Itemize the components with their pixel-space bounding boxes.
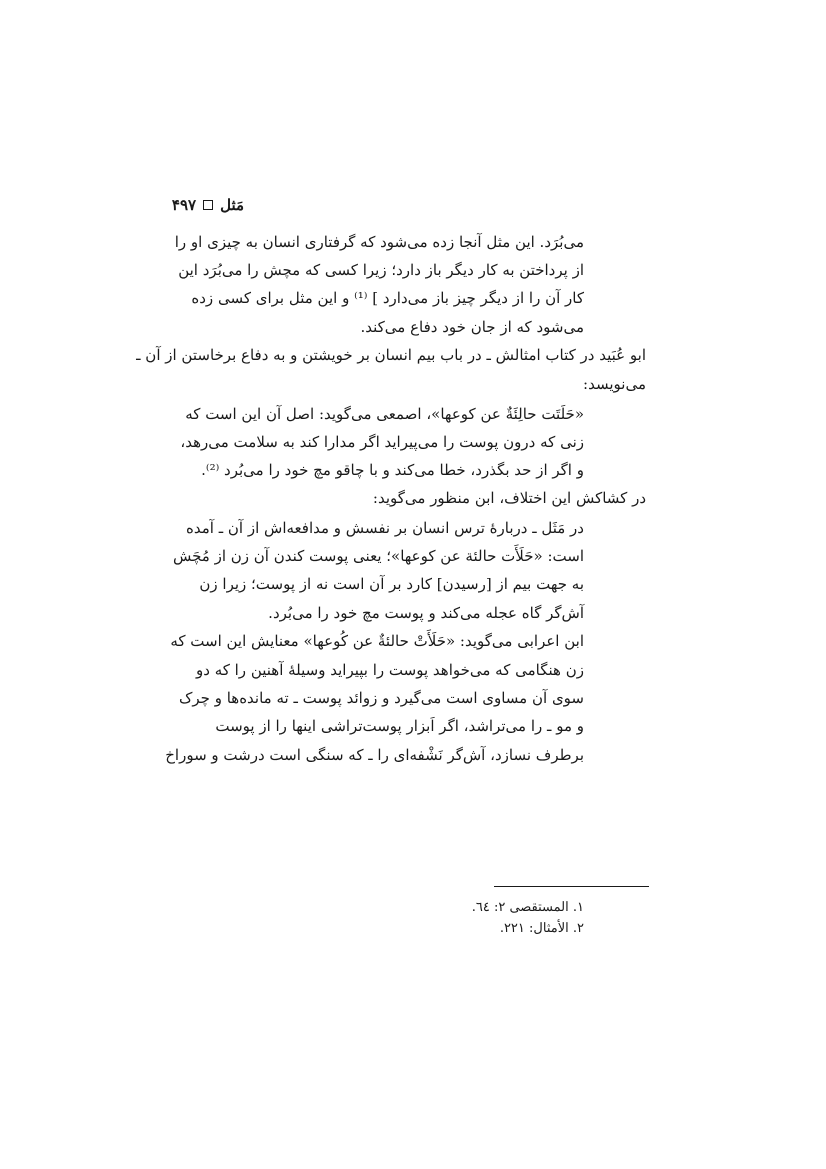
footnote-separator <box>494 886 649 887</box>
quote-line: است: «حَلَأَت حالئة عن کوعها»؛ یعنی پوست کندن آن زن از مُچَش <box>172 547 584 565</box>
body-line: ابو عُبَید در کتاب امثالش ـ در باب بیم انسان بر خویشتن و به دفاع برخاستن از آن ـ <box>136 346 646 364</box>
footnote-2: ٢. الأمثال: ٢٢١. <box>499 921 584 936</box>
running-header <box>172 196 244 214</box>
square-ornament-icon <box>203 200 213 210</box>
page-number: ۴۹۷ <box>171 196 197 214</box>
body-line: کار آن را از دیگر چیز باز می‌دارد ] ⁽¹⁾ و این مثل برای کسی زده <box>191 289 584 307</box>
quote-line: زنی که درون پوست را می‌پیراید اگر مدارا کند به سلامت می‌رهد، <box>180 433 584 451</box>
quote-line: و اگر از حد بگذرد، خطا می‌کند و با چاقو مچ خود را می‌بُرد ⁽²⁾. <box>201 461 584 479</box>
body-line: می‌شود که از جان خود دفاع می‌کند. <box>360 318 584 336</box>
quote-line: در مَثَل ـ دربارهٔ ترس انسان بر نفسش و مدافعه‌اش از آن ـ آمده <box>186 519 584 537</box>
quote-line: «حَلَتَت حالِئَةٌ عن کوعها»، اصمعی می‌گوید: اصل آن این است که <box>185 405 584 423</box>
quote-line: به جهت بیم از [رسیدن] کارد بر آن است نه از پوست؛ زیرا زن <box>199 575 584 593</box>
quote-line: برطرف نسازد، آش‌گر نَشْفه‌ای را ـ که سنگی است درشت و سوراخ <box>165 746 584 764</box>
quote-line: زن هنگامی که می‌خواهد پوست را بپیراید وسیلهٔ آهنین را که دو <box>196 661 584 679</box>
body-line: می‌نویسد: <box>583 375 646 393</box>
quote-line: سوی آن مساوی است می‌گیرد و زوائد پوست ـ ته مانده‌ها و چرک <box>178 689 584 707</box>
header-title: مَثل <box>220 196 244 214</box>
quote-line: و مو ـ را می‌تراشد، اگر اَبزار پوست‌تراشی اینها را از پوست <box>215 717 584 735</box>
footnote-1: ١. المستقصی ٢: ٦٤. <box>471 900 584 915</box>
body-line: از پرداختن به کار دیگر باز دارد؛ زیرا کسی که مچش را می‌بُرَد این <box>178 261 584 279</box>
body-line: در کشاکش این اختلاف، ابن منظور می‌گوید: <box>372 489 646 507</box>
body-line: می‌بُرَد. این مثل آنجا زده می‌شود که گرفتاری انسان به چیزی او را <box>174 233 584 251</box>
quote-line: آش‌گر گاه عجله می‌کند و پوست مچ خود را می‌بُرد. <box>268 604 584 622</box>
quote-line: ابن اعرابی می‌گوید: «حَلَأَتْ حالئةٌ عن کُوعها» معنایش این است که <box>170 632 584 650</box>
